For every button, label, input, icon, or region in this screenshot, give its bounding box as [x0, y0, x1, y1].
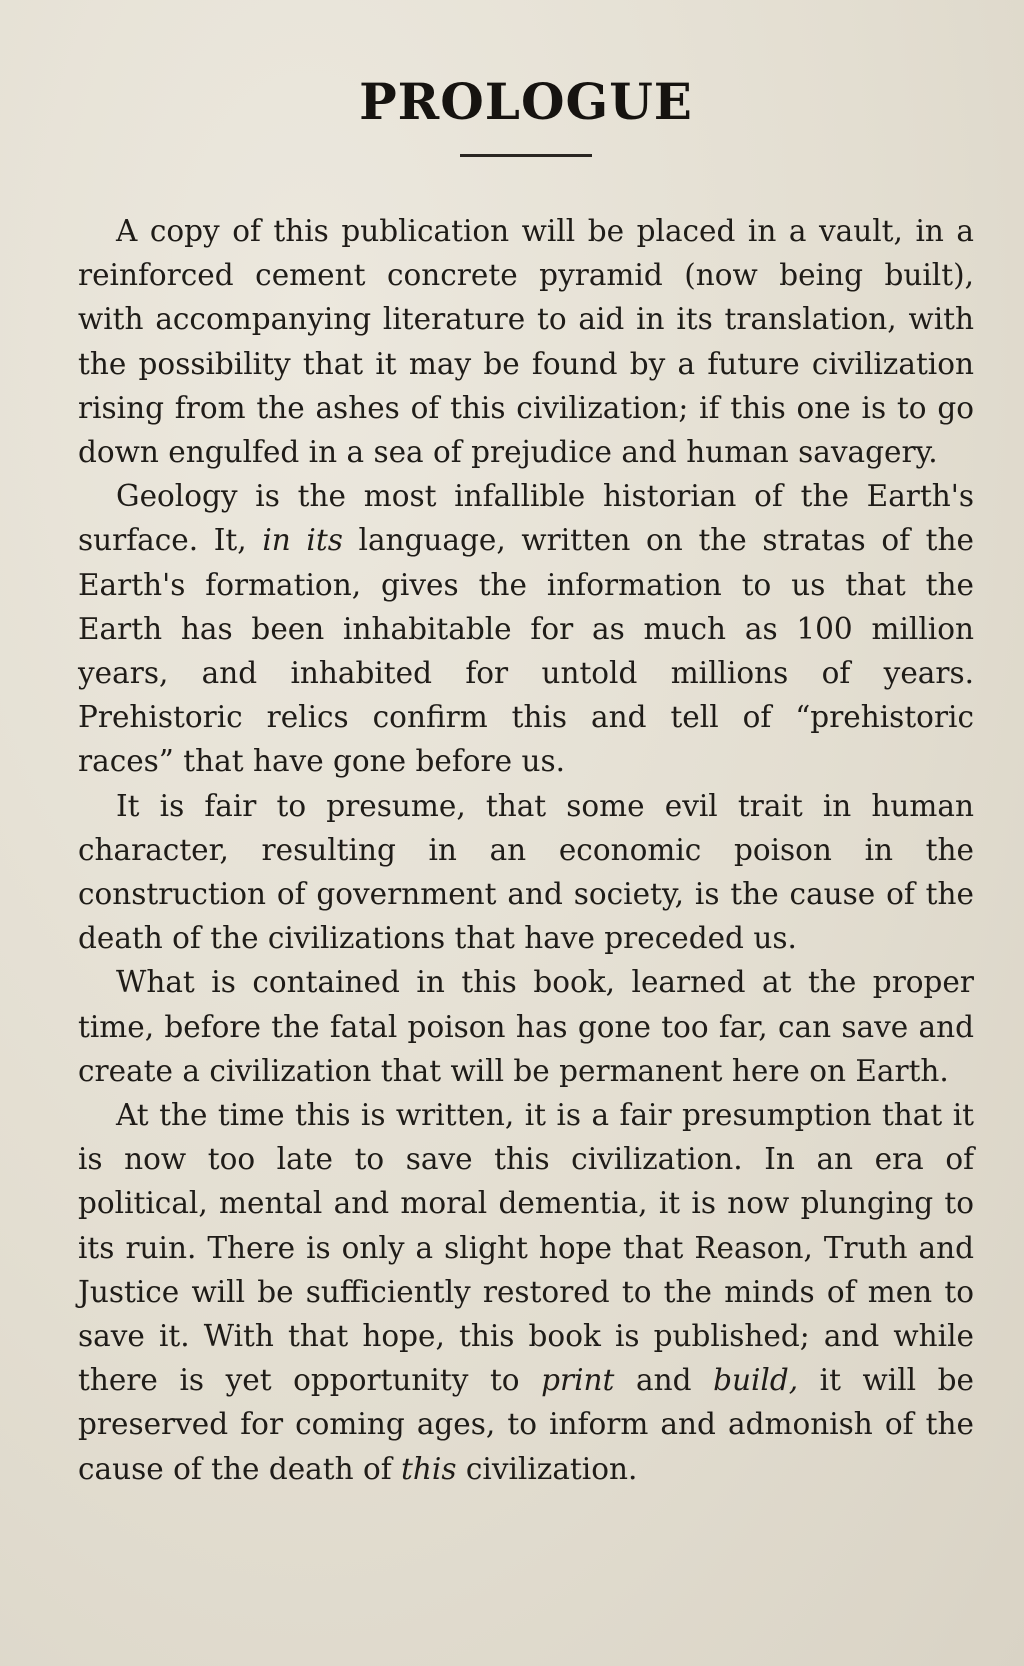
- italic-text: print: [541, 1363, 615, 1398]
- page-title: PROLOGUE: [359, 72, 693, 131]
- text-segment: What is contained in this book, learned at the proper time, before the fatal poison has gone too far, can save and create a civilization that will be permanent here on Earth.: [78, 965, 974, 1088]
- text-segment: A copy of this publication will be placed in a vault, in a reinforced cement concrete pyramid (now being built), with accompanying literature to aid in its translation, with the possibility that it may be found by a future civilization rising from the ashes of this civilization; if this one is to go down engulfed in a sea of prejudice and human savagery.: [78, 214, 974, 470]
- paragraph: [78, 474, 974, 783]
- text-segment: Geology is the most infallible historian of the Earth's surface. It,: [78, 479, 974, 558]
- italic-text: in its: [262, 523, 343, 558]
- paragraph: [78, 784, 974, 961]
- prologue-body: [78, 209, 974, 1491]
- text-segment: and: [614, 1363, 714, 1398]
- text-segment: language, written on the stratas of the Earth's formation, gives the information to us that the Earth has been inhabitable for as much as 100 million years, and inhabited for untold millions of years. Prehistoric relics confirm this and tell of “prehistoric races” that have gone before us.: [78, 523, 974, 779]
- paragraph: [78, 1093, 974, 1491]
- paragraph: [78, 960, 974, 1093]
- text-segment: it will be preserved for coming ages, to inform and admonish of the cause of the death of: [78, 1363, 975, 1486]
- title-divider: [460, 154, 592, 157]
- italic-text: build,: [713, 1363, 799, 1398]
- text-segment: It is fair to presume, that some evil trait in human character, resulting in an economic poison in the construction of government and society, is the cause of the death of the civilizations that have preceded us.: [78, 788, 974, 956]
- text-segment: At the time this is written, it is a fair presumption that it is now too late to save this civilization. In an era of political, mental and moral dementia, it is now plunging to its ruin. There is only a slight hope that Reason, Truth and Justice will be sufficiently restored to the minds of men to save it. With that hope, this book is published; and while there is yet opportunity to: [78, 1098, 974, 1398]
- text-segment: civilization.: [456, 1451, 638, 1486]
- italic-text: this: [401, 1451, 457, 1486]
- paragraph: [78, 209, 974, 474]
